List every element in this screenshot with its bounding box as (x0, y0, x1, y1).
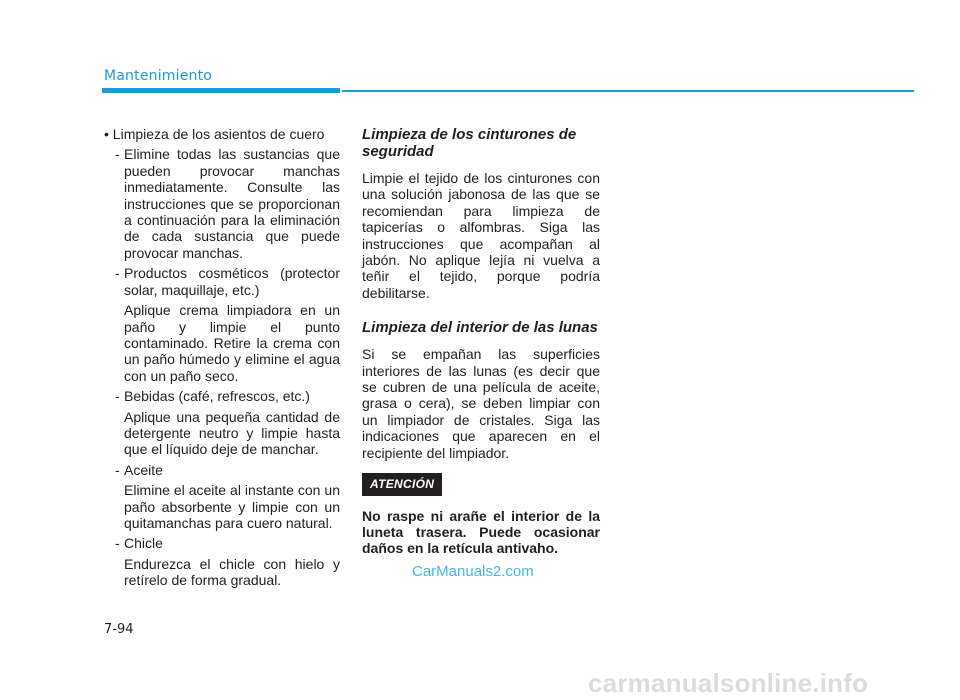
list-dash: - (115, 146, 120, 163)
header-rule-thick (102, 88, 340, 93)
list-dash: - (115, 535, 120, 552)
list-dash: - (115, 461, 120, 478)
list-item-text: Elimine el aceite al instante con un paño absorbente y limpie con un quitamanchas para cuero natural. (124, 482, 340, 531)
list-item (115, 462, 340, 478)
seatbelts-paragraph: Limpie el tejido de los cinturones con una solución jabonosa de las que se recomiendan para limpieza de tapicerías o alfombras. Siga las instrucciones que acompañan al jabón. No aplique lejía ni vuelva a teñir el tejido, porque podría debilitarse. (362, 170, 600, 301)
list-item-title: Chicle (124, 535, 163, 552)
list-dash: - (115, 388, 120, 405)
header-rule-thin (342, 90, 914, 92)
heading-seatbelts: Limpieza de los cinturones de seguridad (362, 126, 577, 160)
right-column (362, 126, 600, 557)
list-item-text: Aplique crema limpiadora en un paño y limpie el punto contaminado. Retire la crema con un paño húmedo y elimine el agua con un paño seco. (124, 302, 340, 384)
list-item-text: Aplique una pequeña cantidad de detergente neutro y limpie hasta que el líquido deje de manchar. (124, 408, 340, 458)
watermark-footer: carmanualsonline.info (588, 668, 869, 698)
list-dash: - (115, 265, 120, 282)
list-item-title: Elimine todas las sustancias que pueden provocar manchas inmediatamente. Consulte las instrucciones que se proporcionan a continuación para la eliminación de cada sustancia que puede provocar manchas. (124, 146, 340, 261)
list-item (115, 388, 340, 404)
list-item-title: Productos cosméticos (protector solar, maquillaje, etc.) (124, 265, 340, 298)
list-item-title: Aceite (124, 461, 163, 478)
left-column (104, 126, 340, 593)
caution-badge: ATENCIÓN (362, 473, 442, 495)
page-number: 7-94 (104, 622, 134, 637)
section-title: Mantenimiento (104, 68, 213, 84)
windows-paragraph: Si se empañan las superficies interiores de las lunas (es decir que se cubren de una película de aceite, grasa o cera), se deben limpiar con un limpiador de cristales. Siga las indicaciones que aparecen en el recipiente del limpiador. (362, 346, 600, 461)
list-item (115, 146, 340, 261)
bullet-leather-seats: • Limpieza de los asientos de cuero (104, 126, 325, 142)
list-item-text: Endurezca el chicle con hielo y retírelo de forma gradual. (124, 555, 340, 589)
list-item (115, 265, 340, 298)
list-item (115, 535, 340, 551)
watermark-link[interactable]: CarManuals2.com (412, 563, 534, 580)
list-item-title: Bebidas (café, refrescos, etc.) (124, 388, 310, 405)
caution-text: No raspe ni arañe el interior de la luneta trasera. Puede ocasionar daños en la retícula antivaho. (362, 507, 600, 557)
heading-windows: Limpieza del interior de las lunas (362, 319, 598, 337)
